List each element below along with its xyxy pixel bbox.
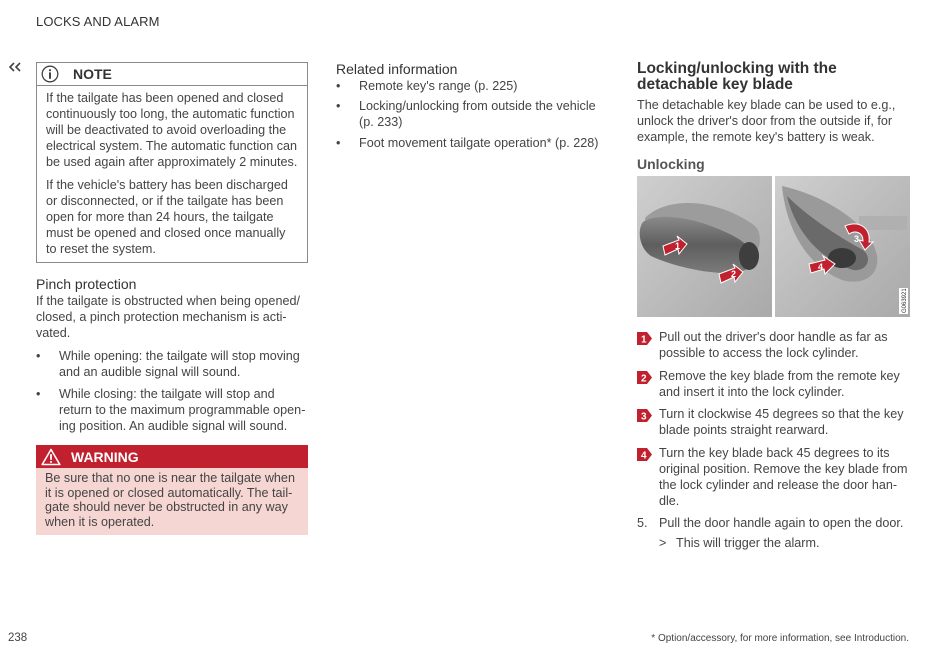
list-item: 3 Turn it clockwise 45 degrees so that the key blade points straight rearward. <box>637 406 912 438</box>
list-item: 1 Pull out the driver's door handle as far as possible to access the lock cylinder. <box>637 329 912 361</box>
result-marker: > <box>659 536 667 550</box>
note-paragraph: If the tailgate has been opened and closed continuously too long, the automatic function will be deactivated to avoid overloading the electrical system. The automatic function can be used again after approximately 2 minutes. <box>46 91 298 169</box>
related-link[interactable]: • Locking/unlocking from outside the vehicle (p. 233) <box>336 99 596 129</box>
svg-text:2: 2 <box>641 373 647 384</box>
note-header <box>37 63 307 86</box>
pinch-protection-intro: If the tailgate is obstructed when being opened/ closed, a pinch protection mechanism is acti- vated. <box>36 294 300 340</box>
list-item: 2 Remove the key blade from the remote key and insert it into the lock cylinder. <box>637 368 912 400</box>
list-item: 5. Pull the door handle again to open the door. <box>637 516 904 530</box>
list-item: 4 Turn the key blade back 45 degrees to its original position. Remove the key blade from the lock cylinder and release the door han- dle. <box>637 445 912 509</box>
warning-text: Be sure that no one is near the tailgate when it is opened or closed automatically. The tail- gate should never be obstructed in any way when it is operated. <box>45 471 295 529</box>
step-number-badge <box>637 371 652 384</box>
pinch-protection-heading: Pinch protection <box>36 276 137 292</box>
svg-text:1: 1 <box>675 241 681 251</box>
pinch-protection-list <box>36 348 306 440</box>
step-number-badge <box>637 332 652 345</box>
list-item: • While closing: the tailgate will stop and return to the maximum programmable open- ing position. An audible signal will sound. <box>36 387 306 433</box>
note-title: NOTE <box>73 66 112 82</box>
page-number: 238 <box>8 632 28 644</box>
step-number-badge <box>637 448 652 461</box>
svg-text:3: 3 <box>641 411 647 422</box>
svg-text:3: 3 <box>854 234 860 244</box>
page-title: Locking/unlocking with the detachable key blade <box>637 60 837 93</box>
warning-box <box>36 445 308 535</box>
warning-triangle-icon <box>41 448 61 466</box>
svg-text:4: 4 <box>818 262 824 272</box>
svg-text:2: 2 <box>731 269 737 279</box>
related-link[interactable]: • Remote key's range (p. 225) <box>336 79 518 93</box>
note-paragraph: If the vehicle's battery has been discharged or disconnected, or if the tailgate has been open for more than 24 hours, the tailgate must be opened and closed once manually to reset the system. <box>46 178 288 256</box>
double-chevron-left-icon[interactable] <box>8 60 22 75</box>
footer-note: * Option/accessory, for more information, see Introduction. <box>651 633 909 644</box>
step-number-badge <box>637 409 652 422</box>
step-number: 5. <box>637 516 648 530</box>
step-result: > This will trigger the alarm. <box>659 536 820 550</box>
figure-code: G063921 <box>902 288 908 313</box>
list-item: • While opening: the tailgate will stop moving and an audible signal will sound. <box>36 349 300 379</box>
section-header: LOCKS AND ALARM <box>36 14 160 29</box>
svg-text:4: 4 <box>641 450 647 461</box>
warning-header <box>36 445 308 468</box>
related-information-heading: Related information <box>336 61 458 77</box>
note-box <box>36 62 308 263</box>
unlocking-heading: Unlocking <box>637 156 705 172</box>
info-icon <box>41 65 59 83</box>
svg-text:1: 1 <box>641 334 647 345</box>
intro-text: The detachable key blade can be used to e.g., unlock the driver's door from the outside if, for example, the remote key's battery is weak. <box>637 98 896 144</box>
related-link[interactable]: • Foot movement tailgate operation* (p. 228) <box>336 136 599 150</box>
warning-title: WARNING <box>71 448 139 465</box>
related-links-list <box>336 78 606 157</box>
door-handle-illustration <box>637 176 910 317</box>
